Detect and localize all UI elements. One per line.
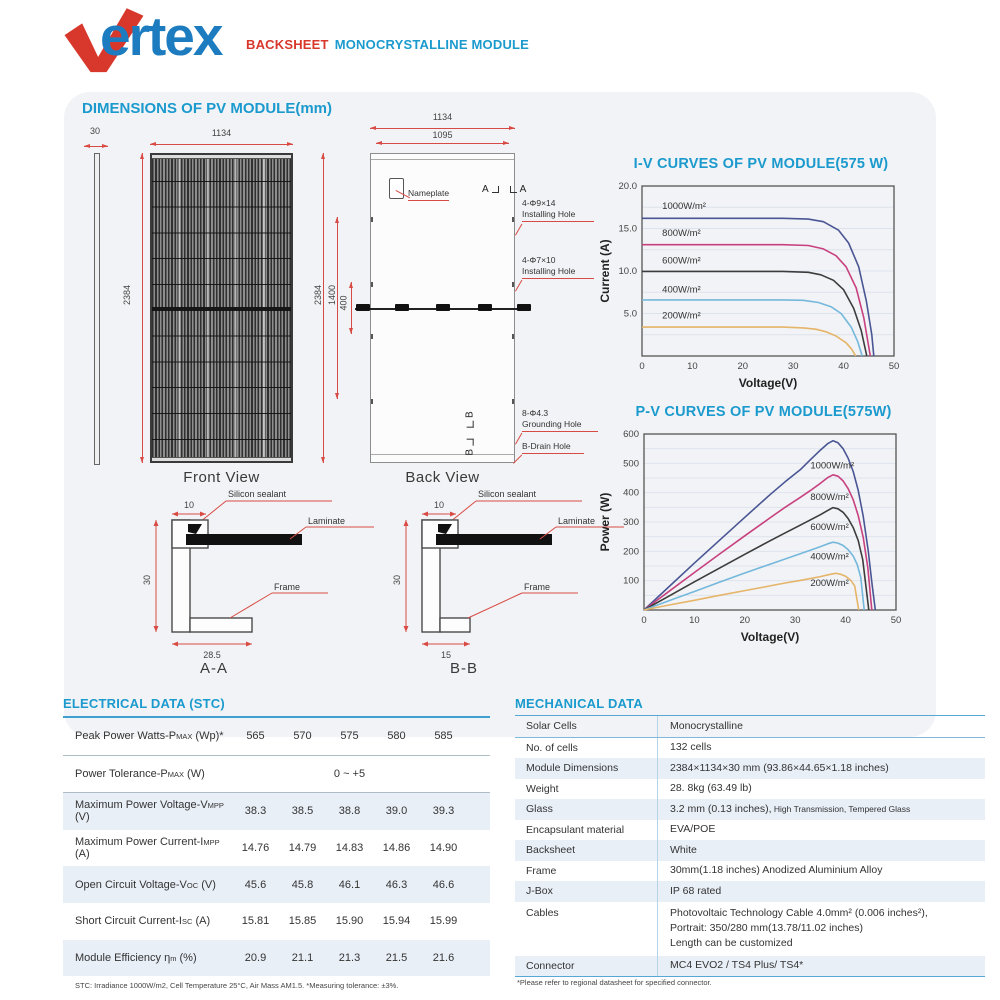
electrical-row-label: Peak Power Watts-PMAX (Wp)* — [75, 730, 224, 743]
cable-end-box — [517, 304, 531, 311]
subtitle-module: MONOCRYSTALLINE MODULE — [334, 37, 530, 52]
mechanical-row-label: Frame — [526, 864, 557, 877]
curve-label: 1000W/m² — [662, 200, 706, 212]
electrical-row — [63, 903, 490, 940]
svg-text:40: 40 — [838, 361, 849, 372]
electrical-value: 14.79 — [288, 842, 317, 855]
svg-text:0: 0 — [639, 361, 645, 372]
dimensions-panel — [64, 92, 936, 737]
callout-line2: Installing Hole — [522, 266, 576, 277]
callout-line2: Installing Hole — [522, 209, 576, 220]
back-frame-top-line — [371, 159, 514, 160]
svg-text:50: 50 — [890, 615, 902, 626]
mechanical-row — [515, 840, 985, 861]
back-inner-width-label: 1095 — [432, 130, 453, 140]
curve-400W/m² — [642, 300, 862, 356]
section-bb-caption: B-B — [449, 660, 479, 676]
mechanical-footnote: *Please refer to regional datasheet for specified connector. — [517, 978, 712, 987]
mounting-hole-tick — [512, 334, 514, 339]
mechanical-row — [515, 881, 985, 902]
electrical-value: 14.90 — [429, 842, 458, 855]
electrical-heading: ELECTRICAL DATA (STC) — [63, 696, 225, 711]
mechanical-row — [515, 820, 985, 841]
section-aa-caption: A-A — [199, 660, 229, 676]
mechanical-row-value: EVA/POE — [657, 820, 985, 841]
dimensions-title: DIMENSIONS OF PV MODULE(mm) — [82, 100, 333, 117]
curve-label: 600W/m² — [810, 522, 849, 534]
callout-line2: Grounding Hole — [522, 419, 582, 430]
callout-leader — [515, 224, 522, 236]
svg-text:0: 0 — [641, 615, 647, 626]
nameplate-label: Nameplate — [408, 188, 449, 201]
electrical-value: 565 — [246, 730, 265, 743]
mounting-hole-tick — [371, 282, 373, 287]
electrical-value: 45.6 — [244, 878, 267, 891]
electrical-value: 15.85 — [288, 915, 317, 928]
mounting-hole-tick — [512, 282, 514, 287]
section-cut-icon — [510, 186, 517, 193]
mechanical-row-value: IP 68 rated — [657, 881, 985, 902]
curve-label: 600W/m² — [662, 255, 701, 267]
back-view-caption: Back View — [405, 469, 480, 486]
electrical-value: 38.3 — [244, 805, 267, 818]
side-view — [94, 153, 100, 465]
mechanical-row — [515, 799, 985, 820]
curve-label: 800W/m² — [662, 228, 701, 240]
electrical-row — [63, 940, 490, 977]
front-view — [150, 153, 293, 463]
svg-text:Voltage(V): Voltage(V) — [738, 376, 798, 390]
cable-end-box — [356, 304, 370, 311]
side-thickness-dim — [84, 146, 108, 147]
mechanical-row — [515, 758, 985, 779]
electrical-value: 21.6 — [432, 951, 455, 964]
svg-text:20: 20 — [739, 615, 751, 626]
electrical-row — [63, 756, 490, 794]
svg-text:500: 500 — [623, 458, 639, 470]
electrical-value: 21.3 — [338, 951, 361, 964]
electrical-row-label: Open Circuit Voltage-VOC (V) — [75, 878, 216, 891]
svg-text:300: 300 — [623, 517, 639, 528]
mechanical-row-value: White — [657, 840, 985, 861]
electrical-value: 0 ~ +5 — [333, 767, 366, 780]
electrical-row — [63, 718, 490, 756]
electrical-value: 20.9 — [244, 951, 267, 964]
mechanical-heading: MECHANICAL DATA — [515, 696, 643, 711]
mechanical-row — [515, 716, 985, 738]
junction-box — [478, 304, 492, 311]
electrical-value: 580 — [387, 730, 406, 743]
mounting-hole-tick — [512, 399, 514, 404]
electrical-value: 575 — [340, 730, 359, 743]
mechanical-row-value: 132 cells — [657, 738, 985, 759]
mechanical-row-label: Weight — [526, 782, 559, 795]
electrical-value: 14.86 — [382, 842, 411, 855]
hole-span-label: 1400 — [327, 284, 338, 306]
curve-label: 400W/m² — [810, 551, 849, 563]
marker-a-right: A — [519, 184, 527, 195]
mounting-hole-tick — [371, 399, 373, 404]
electrical-value: 15.81 — [241, 915, 270, 928]
drain-hole-callout: B-Drain Hole — [522, 441, 584, 454]
electrical-row-label: Power Tolerance-PMAX (W) — [75, 767, 205, 780]
svg-text:30: 30 — [789, 615, 801, 626]
iv-curves-chart — [596, 178, 926, 392]
top-width-label: 10 — [433, 500, 445, 510]
pv-curves-chart — [596, 424, 931, 646]
hole-span-inner-label: 400 — [338, 295, 349, 311]
front-width-label: 1134 — [211, 128, 232, 138]
electrical-row-label: Maximum Power Current-IMPP (A) — [75, 836, 220, 861]
curve-label: 800W/m² — [810, 492, 849, 503]
mechanical-table — [515, 715, 985, 977]
section-height-label: 30 — [142, 574, 152, 586]
top-width-label: 10 — [183, 500, 195, 510]
iv-chart-title: I-V CURVES OF PV MODULE(575 W) — [633, 156, 889, 172]
mechanical-row — [515, 956, 985, 977]
svg-text:10: 10 — [689, 615, 700, 626]
subtitle-backsheet: BACKSHEET — [246, 37, 329, 52]
mechanical-row-value: 2384×1134×30 mm (93.86×44.65×1.18 inches) — [657, 758, 985, 779]
svg-text:10: 10 — [687, 361, 698, 372]
bottom-width-label: 15 — [440, 650, 452, 660]
junction-box — [436, 304, 450, 311]
logo-subtitle — [246, 37, 529, 52]
laminate-label: Laminate — [308, 516, 346, 526]
svg-text:30: 30 — [787, 361, 799, 372]
section-b-markers — [465, 411, 476, 455]
electrical-value: 46.6 — [432, 878, 455, 891]
mechanical-rows — [515, 716, 985, 976]
electrical-value: 15.99 — [429, 915, 458, 928]
electrical-row — [63, 866, 490, 903]
electrical-value: 38.8 — [338, 805, 361, 818]
electrical-value: 15.94 — [382, 915, 411, 928]
mechanical-row-value: MC4 EVO2 / TS4 Plus/ TS4* — [657, 956, 985, 977]
front-view-center-divider — [152, 307, 291, 310]
mechanical-row-label: No. of cells — [526, 741, 578, 754]
section-cut-icon — [467, 421, 474, 428]
mechanical-row — [515, 902, 985, 956]
side-thickness-label: 30 — [89, 126, 100, 136]
mounting-hole-tick — [371, 334, 373, 339]
electrical-row-label: Short Circuit Current-ISC (A) — [75, 915, 211, 928]
electrical-value: 46.1 — [338, 878, 361, 891]
svg-text:20.0: 20.0 — [618, 181, 637, 192]
section-bb-drawing — [392, 484, 627, 676]
svg-text:100: 100 — [623, 575, 639, 587]
electrical-row — [63, 830, 490, 867]
curve-label: 200W/m² — [810, 578, 849, 590]
electrical-value: 14.76 — [241, 842, 270, 855]
back-height-dim — [323, 153, 324, 463]
marker-b-right: B — [464, 411, 476, 418]
mechanical-row-label: Module Dimensions — [526, 762, 619, 775]
mechanical-row — [515, 861, 985, 882]
section-cut-icon — [467, 439, 474, 446]
frame-label: Frame — [524, 582, 551, 592]
svg-text:Voltage(V): Voltage(V) — [740, 630, 800, 644]
electrical-value: 39.3 — [432, 805, 455, 818]
mechanical-row — [515, 779, 985, 800]
mechanical-row-label: Cables — [526, 906, 559, 919]
grounding-hole-callout — [522, 408, 598, 432]
svg-text:10.0: 10.0 — [618, 266, 637, 277]
frame-label: Frame — [274, 582, 301, 592]
callout-line1: 8-Φ4.3 — [522, 408, 549, 418]
mechanical-row-label: J-Box — [526, 885, 553, 898]
section-height-label: 30 — [392, 574, 402, 586]
section-aa-drawing — [142, 484, 377, 676]
callout-leader — [515, 280, 522, 292]
front-view-caption: Front View — [183, 469, 260, 486]
svg-text:600: 600 — [623, 429, 639, 440]
mechanical-row-value: Photovoltaic Technology Cable 4.0mm² (0.006 inches²), Portrait: 350/280 mm(13.78/11.02 inches) Length can be customized — [657, 902, 985, 956]
back-frame-bottom-line — [371, 454, 514, 455]
back-inner-width-dim — [376, 143, 509, 144]
mechanical-row-value: 30mm(1.18 inches) Anodized Aluminium Alloy — [657, 861, 985, 882]
sealant-label: Silicon sealant — [478, 489, 537, 499]
hole-span-inner-dim — [351, 282, 352, 334]
back-height-label: 2384 — [313, 284, 324, 306]
electrical-value: 21.1 — [291, 951, 314, 964]
svg-text:Current (A): Current (A) — [598, 239, 612, 303]
electrical-table — [63, 716, 490, 990]
front-height-label: 2384 — [122, 284, 133, 306]
electrical-value: 14.83 — [335, 842, 364, 855]
mechanical-row-label: Solar Cells — [526, 720, 577, 733]
callout-line1: 4-Φ9×14 — [522, 198, 556, 208]
electrical-row — [63, 793, 490, 830]
sealant-label: Silicon sealant — [228, 489, 287, 499]
electrical-value: 45.8 — [291, 878, 314, 891]
marker-a-left: A — [482, 184, 489, 195]
mechanical-row-label: Glass — [526, 803, 553, 816]
electrical-value: 46.3 — [385, 878, 408, 891]
back-outer-width-label: 1134 — [432, 112, 453, 122]
electrical-footnote: STC: Irradiance 1000W/m2, Cell Temperature 25°C, Air Mass AM1.5. *Measuring tolerance: ±3%. — [75, 981, 399, 991]
marker-b-left: B — [464, 449, 476, 456]
electrical-rows — [63, 718, 490, 976]
mechanical-row-value: 28. 8kg (63.49 lb) — [657, 779, 985, 800]
curve-200W/m² — [642, 327, 856, 356]
curve-label: 400W/m² — [662, 284, 701, 296]
electrical-value: 38.5 — [291, 805, 314, 818]
logo-wordmark: ertex — [100, 5, 222, 67]
section-cut-icon — [492, 186, 499, 193]
laminate-label: Laminate — [558, 516, 596, 526]
mechanical-row-label: Connector — [526, 959, 575, 972]
electrical-row-label: Maximum Power Voltage-VMPP (V) — [75, 799, 224, 824]
mounting-hole-tick — [371, 217, 373, 222]
svg-text:20: 20 — [737, 361, 749, 372]
electrical-value: 15.90 — [335, 915, 364, 928]
pv-chart-title: P-V CURVES OF PV MODULE(575W) — [635, 404, 892, 420]
curve-label: 200W/m² — [662, 310, 701, 322]
front-height-dim — [142, 153, 143, 463]
svg-text:200: 200 — [623, 546, 639, 558]
svg-text:40: 40 — [840, 615, 851, 626]
electrical-value: 21.5 — [385, 951, 408, 964]
callout-line1: 4-Φ7×10 — [522, 255, 556, 265]
installing-hole-2-callout — [522, 255, 594, 279]
front-width-dim — [150, 144, 293, 145]
junction-box — [395, 304, 409, 311]
svg-text:400: 400 — [623, 487, 639, 499]
mounting-hole-tick — [512, 217, 514, 222]
back-outer-width-dim — [370, 128, 515, 129]
section-a-markers — [482, 184, 526, 195]
nameplate-box — [389, 178, 404, 199]
svg-text:15.0: 15.0 — [618, 223, 637, 235]
svg-text:Power (W): Power (W) — [598, 492, 612, 552]
mechanical-row-label: Backsheet — [526, 844, 576, 857]
mechanical-row-label: Encapsulant material — [526, 823, 625, 836]
mechanical-row-value: 3.2 mm (0.13 inches), High Transmission, Tempered Glass — [657, 799, 985, 820]
svg-text:5.0: 5.0 — [623, 308, 637, 320]
installing-hole-1-callout — [522, 198, 594, 222]
mechanical-row — [515, 738, 985, 759]
bottom-width-label: 28.5 — [203, 650, 221, 660]
electrical-row-label: Module Efficiency ηm (%) — [75, 951, 197, 964]
electrical-value: 585 — [434, 730, 453, 743]
svg-text:50: 50 — [888, 361, 900, 372]
curve-label: 1000W/m² — [810, 460, 855, 472]
mechanical-row-value: Monocrystalline — [657, 716, 985, 737]
electrical-value: 39.0 — [385, 805, 408, 818]
electrical-value: 570 — [293, 730, 312, 743]
